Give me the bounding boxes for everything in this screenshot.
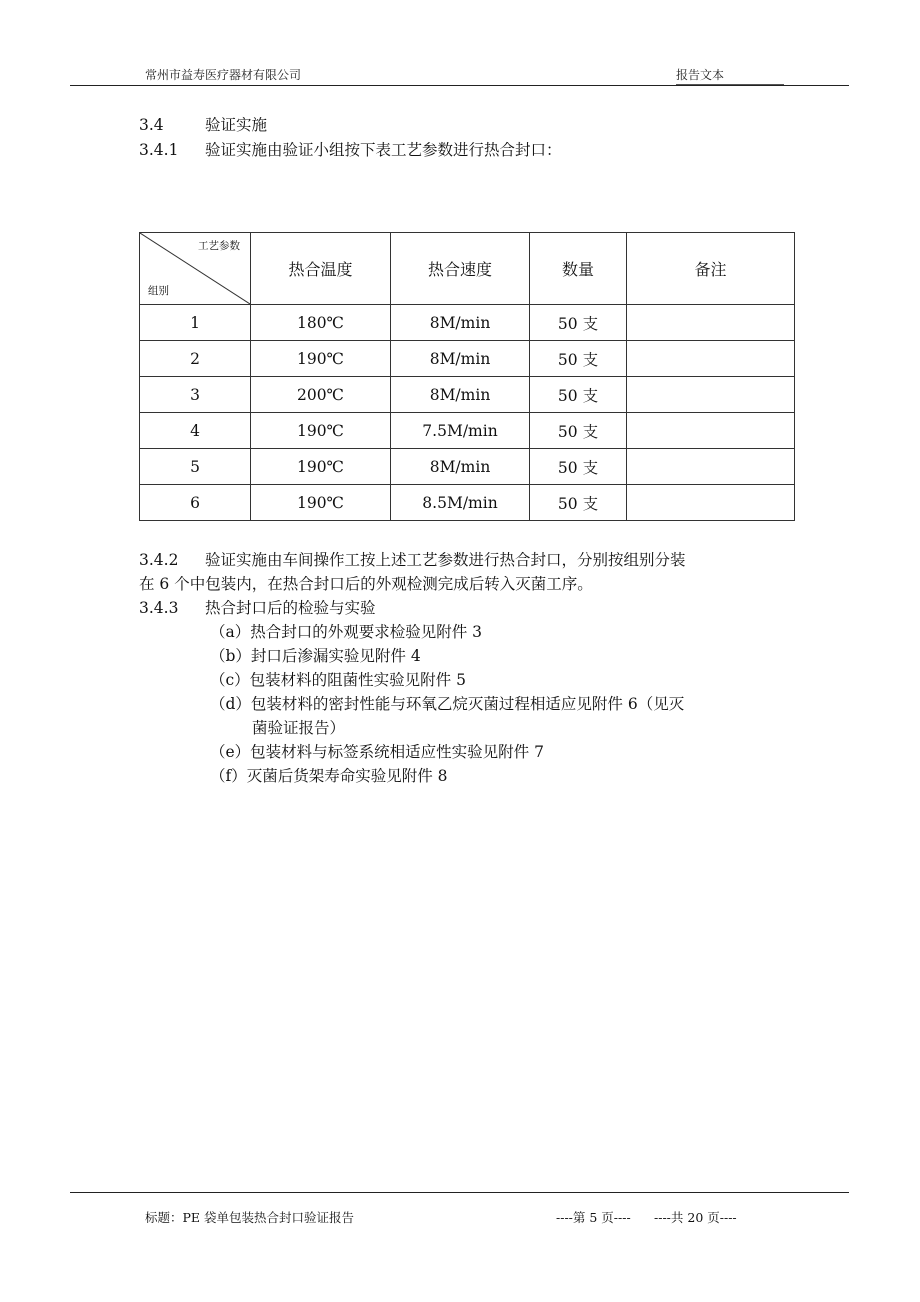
cell-speed: 8M/min	[391, 377, 530, 413]
table-row	[140, 341, 795, 377]
section-number: 3.4	[139, 116, 164, 134]
cell-speed: 8M/min	[391, 449, 530, 485]
list-item: （b）封口后渗漏实验见附件 4	[210, 647, 421, 665]
corner-label-parameters: 工艺参数	[198, 240, 240, 252]
table-corner-cell	[140, 233, 251, 305]
section-text: 验证实施由车间操作工按上述工艺参数进行热合封口，分别按组别分装	[205, 551, 686, 569]
footer-page-total: ----共 20 页----	[654, 1210, 737, 1225]
section-3-4-3-heading	[139, 598, 376, 618]
list-item: （e）包装材料与标签系统相适应性实验见附件 7	[210, 743, 544, 761]
header-divider	[70, 85, 849, 86]
cell-note	[627, 485, 795, 521]
cell-group: 4	[140, 413, 251, 449]
cell-group: 1	[140, 305, 251, 341]
list-item-continuation: 菌验证报告）	[252, 719, 346, 737]
cell-speed: 8M/min	[391, 305, 530, 341]
section-number: 3.4.1	[139, 141, 179, 159]
cell-group: 5	[140, 449, 251, 485]
cell-note	[627, 413, 795, 449]
list-item: （d）包装材料的密封性能与环氧乙烷灭菌过程相适应见附件 6（见灭	[210, 695, 685, 713]
cell-temp: 190℃	[251, 413, 391, 449]
section-title: 热合封口后的检验与实验	[205, 599, 376, 617]
footer-page-number: ----第 5 页----	[556, 1210, 631, 1225]
header-quantity: 数量	[530, 233, 627, 305]
cell-note	[627, 341, 795, 377]
table-row	[140, 377, 795, 413]
section-3-4-1-paragraph	[139, 140, 562, 160]
table-header-row	[140, 233, 795, 305]
cell-speed: 8M/min	[391, 341, 530, 377]
table-row	[140, 413, 795, 449]
table-row	[140, 449, 795, 485]
list-item: （f）灭菌后货架寿命实验见附件 8	[210, 767, 448, 785]
cell-temp: 190℃	[251, 449, 391, 485]
header-speed: 热合速度	[391, 233, 530, 305]
section-3-4-2-line1	[139, 550, 686, 570]
cell-qty: 50 支	[530, 377, 627, 413]
process-parameter-table	[139, 232, 795, 521]
cell-qty: 50 支	[530, 413, 627, 449]
cell-speed: 8.5M/min	[391, 485, 530, 521]
list-item: （a）热合封口的外观要求检验见附件 3	[210, 623, 483, 641]
cell-note	[627, 449, 795, 485]
cell-qty: 50 支	[530, 449, 627, 485]
section-text: 验证实施由验证小组按下表工艺参数进行热合封口：	[205, 141, 562, 159]
section-3-4-2-line2: 在 6 个中包装内，在热合封口后的外观检测完成后转入灭菌工序。	[139, 575, 593, 593]
cell-qty: 50 支	[530, 485, 627, 521]
cell-temp: 190℃	[251, 485, 391, 521]
cell-note	[627, 377, 795, 413]
cell-temp: 180℃	[251, 305, 391, 341]
cell-qty: 50 支	[530, 341, 627, 377]
footer-title: 标题：PE 袋单包装热合封口验证报告	[145, 1210, 355, 1225]
section-title: 验证实施	[205, 116, 268, 134]
footer-divider	[70, 1192, 849, 1193]
header-note: 备注	[627, 233, 795, 305]
section-3-4-heading	[139, 115, 267, 135]
corner-label-group: 组别	[148, 285, 169, 297]
table-row	[140, 485, 795, 521]
cell-group: 3	[140, 377, 251, 413]
header-doc-type: 报告文本	[676, 68, 725, 82]
cell-temp: 190℃	[251, 341, 391, 377]
cell-group: 6	[140, 485, 251, 521]
cell-temp: 200℃	[251, 377, 391, 413]
header-company: 常州市益寿医疗器材有限公司	[145, 68, 302, 82]
header-temperature: 热合温度	[251, 233, 391, 305]
cell-qty: 50 支	[530, 305, 627, 341]
list-item: （c）包装材料的阻菌性实验见附件 5	[210, 671, 466, 689]
cell-note	[627, 305, 795, 341]
section-number: 3.4.2	[139, 551, 179, 569]
table-row	[140, 305, 795, 341]
cell-speed: 7.5M/min	[391, 413, 530, 449]
cell-group: 2	[140, 341, 251, 377]
section-number: 3.4.3	[139, 599, 179, 617]
